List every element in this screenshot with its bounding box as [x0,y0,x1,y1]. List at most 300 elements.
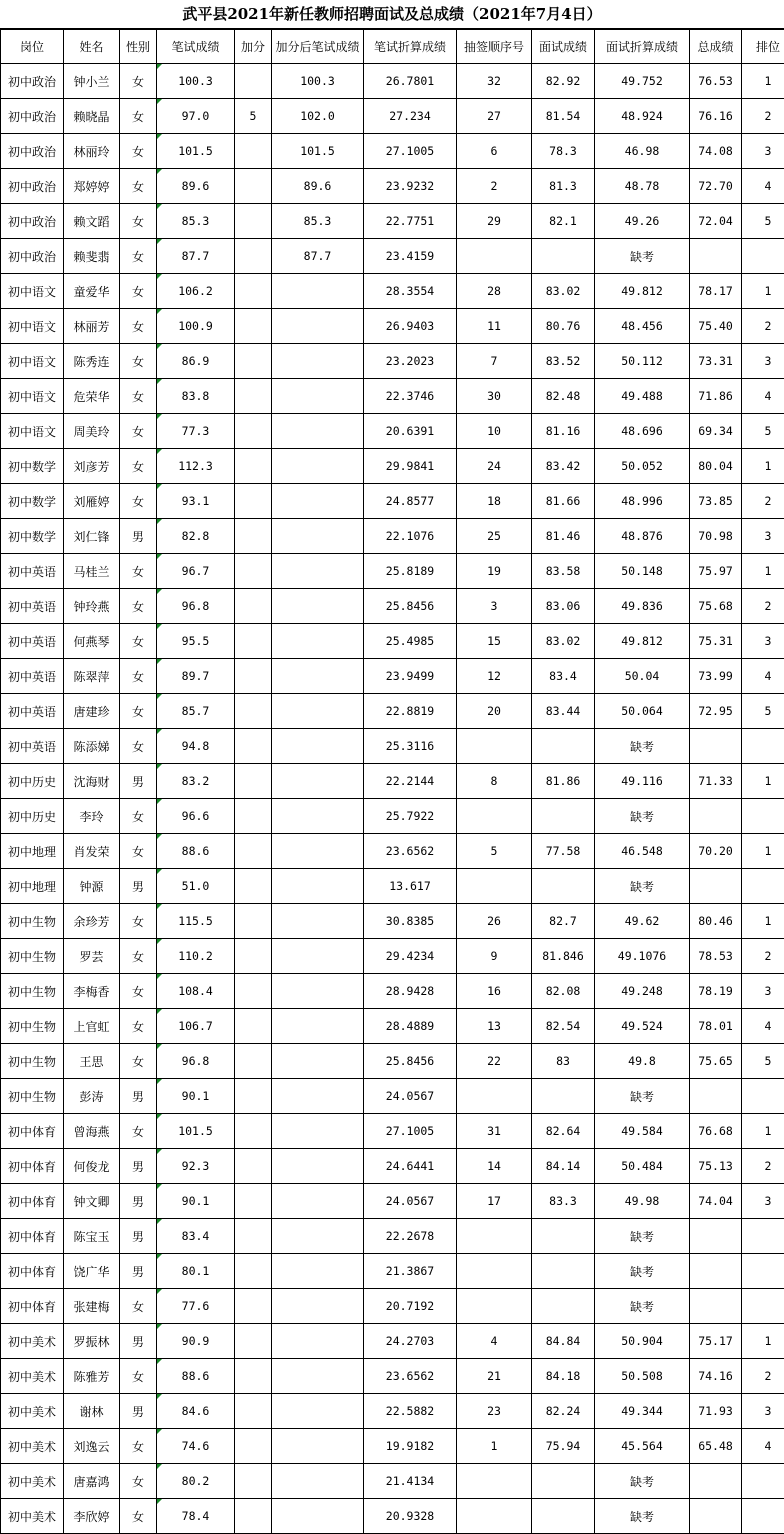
table-row [1,134,784,169]
name-cell: 饶广华 [64,1254,120,1289]
rank-cell: 4 [742,169,784,204]
written-conv-cell: 21.3867 [364,1254,457,1289]
sex-cell: 女 [120,1429,157,1464]
rank-cell [742,1219,784,1254]
post-cell: 初中政治 [1,169,64,204]
rank-cell: 1 [742,449,784,484]
written-conv-cell: 22.8819 [364,694,457,729]
total-cell: 70.98 [690,519,742,554]
written-conv-cell: 20.7192 [364,1289,457,1324]
adjusted-cell: 100.3 [272,64,364,99]
total-cell: 72.04 [690,204,742,239]
header-draw: 抽签顺序号 [457,30,532,64]
sex-cell: 女 [120,169,157,204]
table-row [1,1114,784,1149]
header-total: 总成绩 [690,30,742,64]
bonus-cell [235,1044,272,1079]
post-cell: 初中英语 [1,624,64,659]
written-cell: 96.7 [157,554,235,589]
table-row [1,834,784,869]
written-cell: 101.5 [157,1114,235,1149]
name-cell: 钟玲燕 [64,589,120,624]
table-row [1,519,784,554]
written-cell: 96.8 [157,589,235,624]
table-row [1,799,784,834]
absent-label: 缺考 [595,239,690,274]
written-cell: 85.3 [157,204,235,239]
table-row [1,1009,784,1044]
total-cell [690,1289,742,1324]
adjusted-cell [272,1114,364,1149]
adjusted-cell [272,379,364,414]
adjusted-cell [272,799,364,834]
bonus-cell [235,239,272,274]
draw-cell [457,1079,532,1114]
post-cell: 初中体育 [1,1289,64,1324]
sex-cell: 女 [120,379,157,414]
adjusted-cell [272,1184,364,1219]
post-cell: 初中生物 [1,974,64,1009]
bonus-cell [235,1254,272,1289]
written-conv-cell: 26.9403 [364,309,457,344]
draw-cell: 4 [457,1324,532,1359]
adjusted-cell [272,1429,364,1464]
bonus-cell [235,1184,272,1219]
table-row [1,589,784,624]
document-title: 武平县2021年新任教师招聘面试及总成绩（2021年7月4日） [0,0,784,29]
sex-cell: 男 [120,1254,157,1289]
rank-cell: 1 [742,904,784,939]
rank-cell [742,1464,784,1499]
total-cell: 80.46 [690,904,742,939]
name-cell: 刘仁锋 [64,519,120,554]
total-cell [690,869,742,904]
written-cell: 80.1 [157,1254,235,1289]
table-row [1,939,784,974]
total-cell: 72.70 [690,169,742,204]
table-row [1,169,784,204]
interview-conv-cell: 50.052 [595,449,690,484]
post-cell: 初中美术 [1,1464,64,1499]
interview-cell: 81.86 [532,764,595,799]
absent-label: 缺考 [595,799,690,834]
name-cell: 沈海财 [64,764,120,799]
interview-cell: 84.18 [532,1359,595,1394]
written-conv-cell: 24.8577 [364,484,457,519]
rank-cell: 5 [742,694,784,729]
post-cell: 初中历史 [1,764,64,799]
written-conv-cell: 25.7922 [364,799,457,834]
post-cell: 初中语文 [1,309,64,344]
post-cell: 初中美术 [1,1394,64,1429]
interview-conv-cell: 49.26 [595,204,690,239]
name-cell: 周美玲 [64,414,120,449]
written-conv-cell: 22.2144 [364,764,457,799]
bonus-cell [235,64,272,99]
draw-cell: 3 [457,589,532,624]
interview-cell: 82.64 [532,1114,595,1149]
rank-cell: 3 [742,974,784,1009]
written-cell: 90.1 [157,1184,235,1219]
post-cell: 初中地理 [1,869,64,904]
draw-cell [457,1219,532,1254]
written-conv-cell: 23.9232 [364,169,457,204]
sex-cell: 女 [120,694,157,729]
table-row [1,554,784,589]
absent-label: 缺考 [595,1289,690,1324]
sex-cell: 女 [120,239,157,274]
total-cell [690,1219,742,1254]
name-cell: 赖斐翡 [64,239,120,274]
rank-cell: 1 [742,64,784,99]
table-row [1,64,784,99]
rank-cell: 5 [742,414,784,449]
name-cell: 何燕琴 [64,624,120,659]
written-cell: 84.6 [157,1394,235,1429]
interview-conv-cell: 49.812 [595,274,690,309]
interview-cell [532,239,595,274]
bonus-cell [235,764,272,799]
bonus-cell [235,414,272,449]
written-cell: 83.2 [157,764,235,799]
interview-cell: 82.1 [532,204,595,239]
adjusted-cell [272,1464,364,1499]
name-cell: 陈雅芳 [64,1359,120,1394]
post-cell: 初中语文 [1,379,64,414]
interview-conv-cell: 49.1076 [595,939,690,974]
adjusted-cell [272,834,364,869]
bonus-cell [235,974,272,1009]
bonus-cell [235,309,272,344]
bonus-cell [235,1359,272,1394]
rank-cell [742,1254,784,1289]
table-row [1,694,784,729]
interview-cell [532,729,595,764]
header-post: 岗位 [1,30,64,64]
draw-cell: 21 [457,1359,532,1394]
interview-cell: 82.92 [532,64,595,99]
written-conv-cell: 13.617 [364,869,457,904]
total-cell: 75.40 [690,309,742,344]
rank-cell: 2 [742,589,784,624]
name-cell: 赖晓晶 [64,99,120,134]
total-cell [690,1079,742,1114]
name-cell: 钟小兰 [64,64,120,99]
total-cell: 76.16 [690,99,742,134]
adjusted-cell [272,1359,364,1394]
written-cell: 108.4 [157,974,235,1009]
bonus-cell [235,1429,272,1464]
interview-cell [532,1254,595,1289]
rank-cell [742,729,784,764]
rank-cell: 5 [742,1044,784,1079]
bonus-cell [235,204,272,239]
written-cell: 88.6 [157,1359,235,1394]
post-cell: 初中体育 [1,1184,64,1219]
written-conv-cell: 22.3746 [364,379,457,414]
name-cell: 钟源 [64,869,120,904]
draw-cell: 18 [457,484,532,519]
interview-cell: 81.16 [532,414,595,449]
adjusted-cell [272,414,364,449]
written-cell: 77.6 [157,1289,235,1324]
sex-cell: 女 [120,414,157,449]
adjusted-cell [272,484,364,519]
post-cell: 初中英语 [1,554,64,589]
written-cell: 94.8 [157,729,235,764]
rank-cell: 3 [742,134,784,169]
written-conv-cell: 22.1076 [364,519,457,554]
total-cell [690,239,742,274]
sex-cell: 男 [120,519,157,554]
name-cell: 余珍芳 [64,904,120,939]
interview-cell [532,1079,595,1114]
sex-cell: 男 [120,1219,157,1254]
total-cell: 76.53 [690,64,742,99]
written-cell: 51.0 [157,869,235,904]
interview-conv-cell: 50.148 [595,554,690,589]
interview-cell: 83 [532,1044,595,1079]
header-adjusted: 加分后笔试成绩 [272,30,364,64]
rank-cell: 4 [742,1429,784,1464]
written-conv-cell: 29.4234 [364,939,457,974]
name-cell: 唐嘉鸿 [64,1464,120,1499]
name-cell: 李梅香 [64,974,120,1009]
adjusted-cell [272,274,364,309]
interview-cell: 83.58 [532,554,595,589]
draw-cell: 10 [457,414,532,449]
sex-cell: 男 [120,1079,157,1114]
draw-cell: 22 [457,1044,532,1079]
bonus-cell [235,1219,272,1254]
adjusted-cell [272,729,364,764]
draw-cell: 12 [457,659,532,694]
name-cell: 上官虹 [64,1009,120,1044]
rank-cell [742,239,784,274]
interview-conv-cell: 46.98 [595,134,690,169]
name-cell: 刘彦芳 [64,449,120,484]
header-interview-conv: 面试折算成绩 [595,30,690,64]
table-row [1,1464,784,1499]
written-conv-cell: 23.2023 [364,344,457,379]
interview-conv-cell: 48.456 [595,309,690,344]
interview-cell: 83.06 [532,589,595,624]
bonus-cell: 5 [235,99,272,134]
written-cell: 93.1 [157,484,235,519]
rank-cell: 3 [742,519,784,554]
sex-cell: 男 [120,1324,157,1359]
written-conv-cell: 22.7751 [364,204,457,239]
interview-conv-cell: 49.812 [595,624,690,659]
interview-conv-cell: 50.484 [595,1149,690,1184]
written-cell: 100.3 [157,64,235,99]
adjusted-cell [272,1149,364,1184]
written-conv-cell: 23.6562 [364,1359,457,1394]
total-cell: 71.93 [690,1394,742,1429]
interview-conv-cell: 50.112 [595,344,690,379]
written-cell: 106.2 [157,274,235,309]
rank-cell: 2 [742,1359,784,1394]
draw-cell [457,799,532,834]
draw-cell: 26 [457,904,532,939]
rank-cell: 2 [742,484,784,519]
name-cell: 陈翠萍 [64,659,120,694]
adjusted-cell [272,1499,364,1534]
written-cell: 112.3 [157,449,235,484]
total-cell: 71.33 [690,764,742,799]
bonus-cell [235,659,272,694]
total-cell: 75.97 [690,554,742,589]
post-cell: 初中生物 [1,1044,64,1079]
table-row [1,379,784,414]
interview-cell: 82.24 [532,1394,595,1429]
bonus-cell [235,134,272,169]
name-cell: 林丽芳 [64,309,120,344]
written-conv-cell: 25.4985 [364,624,457,659]
post-cell: 初中生物 [1,904,64,939]
rank-cell: 1 [742,1324,784,1359]
written-cell: 80.2 [157,1464,235,1499]
bonus-cell [235,1464,272,1499]
sex-cell: 女 [120,484,157,519]
header-bonus: 加分 [235,30,272,64]
bonus-cell [235,1009,272,1044]
interview-conv-cell: 49.836 [595,589,690,624]
sex-cell: 男 [120,869,157,904]
written-conv-cell: 27.234 [364,99,457,134]
total-cell [690,799,742,834]
written-cell: 110.2 [157,939,235,974]
total-cell: 75.31 [690,624,742,659]
table-row [1,1079,784,1114]
post-cell: 初中语文 [1,344,64,379]
draw-cell: 7 [457,344,532,379]
draw-cell [457,1254,532,1289]
draw-cell: 6 [457,134,532,169]
adjusted-cell [272,939,364,974]
sex-cell: 女 [120,1289,157,1324]
interview-conv-cell: 48.696 [595,414,690,449]
post-cell: 初中政治 [1,239,64,274]
total-cell: 74.04 [690,1184,742,1219]
table-row [1,309,784,344]
name-cell: 何俊龙 [64,1149,120,1184]
written-conv-cell: 25.8456 [364,589,457,624]
draw-cell: 5 [457,834,532,869]
table-row [1,1289,784,1324]
adjusted-cell: 102.0 [272,99,364,134]
absent-label: 缺考 [595,869,690,904]
draw-cell: 31 [457,1114,532,1149]
name-cell: 罗芸 [64,939,120,974]
written-cell: 100.9 [157,309,235,344]
interview-cell [532,1499,595,1534]
adjusted-cell [272,1324,364,1359]
table-row [1,659,784,694]
table-row [1,484,784,519]
name-cell: 陈添娣 [64,729,120,764]
sex-cell: 女 [120,1464,157,1499]
adjusted-cell [272,974,364,1009]
written-conv-cell: 19.9182 [364,1429,457,1464]
sex-cell: 女 [120,624,157,659]
rank-cell: 2 [742,309,784,344]
table-row [1,99,784,134]
post-cell: 初中政治 [1,134,64,169]
interview-cell: 80.76 [532,309,595,344]
interview-conv-cell: 49.116 [595,764,690,799]
table-row [1,869,784,904]
interview-cell: 82.48 [532,379,595,414]
sex-cell: 女 [120,589,157,624]
bonus-cell [235,484,272,519]
adjusted-cell [272,659,364,694]
interview-conv-cell: 49.8 [595,1044,690,1079]
header-name: 姓名 [64,30,120,64]
sex-cell: 女 [120,659,157,694]
rank-cell: 4 [742,379,784,414]
interview-cell: 77.58 [532,834,595,869]
adjusted-cell: 85.3 [272,204,364,239]
interview-cell: 82.54 [532,1009,595,1044]
table-row [1,344,784,379]
written-conv-cell: 29.9841 [364,449,457,484]
interview-cell: 81.46 [532,519,595,554]
total-cell [690,1254,742,1289]
draw-cell: 32 [457,64,532,99]
draw-cell: 24 [457,449,532,484]
total-cell [690,1499,742,1534]
bonus-cell [235,904,272,939]
table-row [1,1044,784,1079]
interview-conv-cell: 49.524 [595,1009,690,1044]
written-cell: 87.7 [157,239,235,274]
name-cell: 张建梅 [64,1289,120,1324]
interview-conv-cell: 48.78 [595,169,690,204]
interview-cell [532,1464,595,1499]
adjusted-cell [272,1009,364,1044]
bonus-cell [235,169,272,204]
written-cell: 92.3 [157,1149,235,1184]
table-row [1,1324,784,1359]
table-row [1,764,784,799]
total-cell: 74.08 [690,134,742,169]
written-conv-cell: 20.6391 [364,414,457,449]
sex-cell: 男 [120,764,157,799]
interview-conv-cell: 46.548 [595,834,690,869]
total-cell: 78.17 [690,274,742,309]
name-cell: 陈宝玉 [64,1219,120,1254]
total-cell: 76.68 [690,1114,742,1149]
name-cell: 曾海燕 [64,1114,120,1149]
draw-cell: 16 [457,974,532,1009]
sex-cell: 女 [120,974,157,1009]
bonus-cell [235,1499,272,1534]
table-row [1,414,784,449]
draw-cell: 13 [457,1009,532,1044]
adjusted-cell [272,1044,364,1079]
interview-conv-cell: 49.752 [595,64,690,99]
total-cell: 73.85 [690,484,742,519]
draw-cell: 23 [457,1394,532,1429]
draw-cell: 15 [457,624,532,659]
rank-cell: 2 [742,939,784,974]
written-cell: 101.5 [157,134,235,169]
written-cell: 97.0 [157,99,235,134]
interview-cell: 75.94 [532,1429,595,1464]
post-cell: 初中地理 [1,834,64,869]
adjusted-cell [272,624,364,659]
